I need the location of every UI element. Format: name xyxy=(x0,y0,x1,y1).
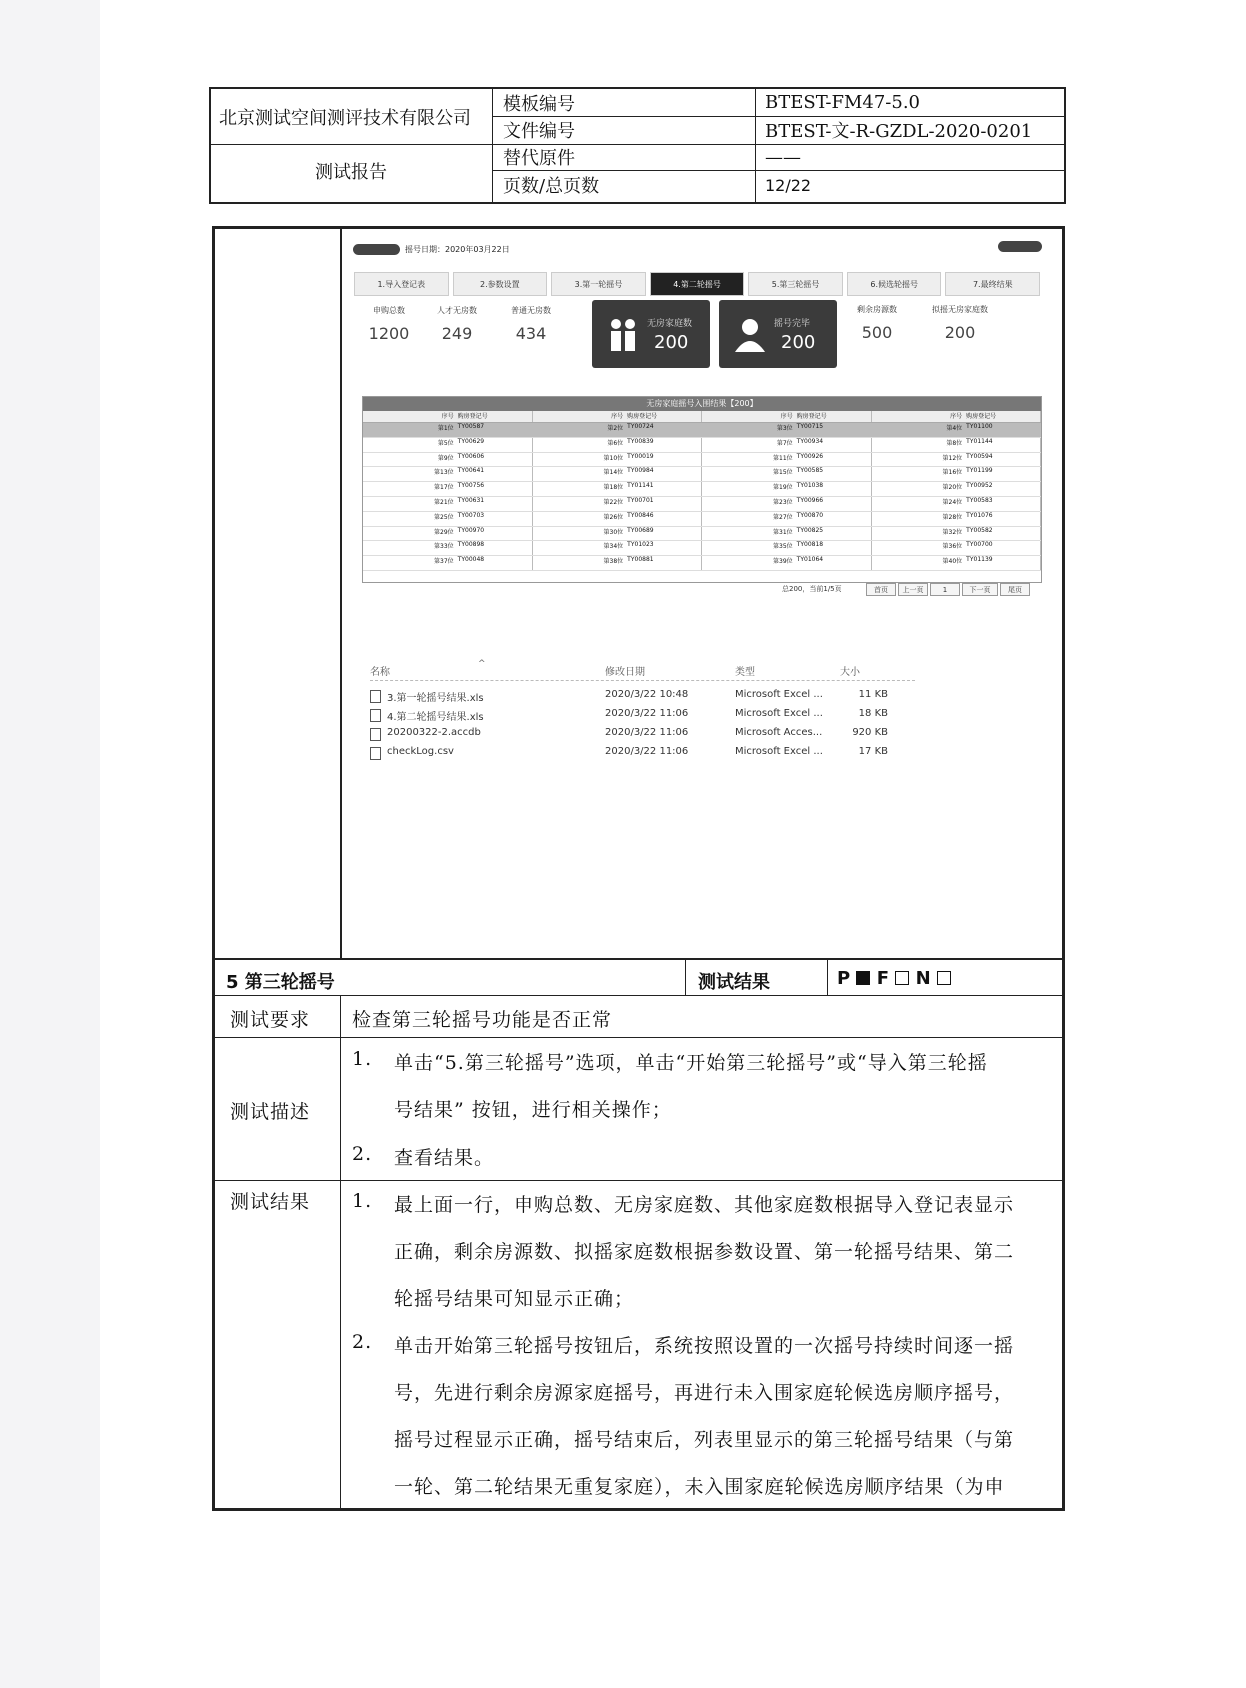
result-label: 测试结果 xyxy=(698,972,770,993)
res-num: 2. xyxy=(352,1331,373,1353)
col-size[interactable]: 大小 xyxy=(840,667,860,678)
file-type: Microsoft Acces... xyxy=(735,727,823,738)
desc-line: 查看结果。 xyxy=(394,1147,495,1169)
desc-line: 号结果” 按钮，进行相关操作； xyxy=(394,1099,672,1121)
table-row[interactable]: 第13位 TY00641 第14位 TY00984 第15位 TY00585 第16位 TY01199 xyxy=(363,467,1041,482)
req-label: 测试要求 xyxy=(230,1009,311,1031)
file-size: 17 KB xyxy=(858,746,888,757)
table-row[interactable]: 第21位 TY00631 第22位 TY00701 第23位 TY00966 第24位 TY00583 xyxy=(363,497,1041,512)
file-row[interactable] xyxy=(370,687,915,705)
table-row[interactable]: 第33位 TY00898 第34位 TY01023 第35位 TY00818 第36位 TY00700 xyxy=(363,541,1041,556)
page-input[interactable]: 1 xyxy=(930,583,960,596)
header-table xyxy=(209,87,1066,204)
table-row[interactable]: 第37位 TY00048 第38位 TY00881 第39位 TY01064 第40位 TY01139 xyxy=(363,556,1041,571)
tab-step-3[interactable]: 3.第一轮摇号 xyxy=(551,272,646,296)
step-tabs xyxy=(354,272,1044,300)
tab-step-2[interactable]: 2.参数设置 xyxy=(453,272,548,296)
section-title: 5 第三轮摇号 xyxy=(226,972,335,993)
stat-total: 申购总数 1200 xyxy=(368,306,410,343)
table-row[interactable]: 第25位 TY00703 第26位 TY00846 第27位 TY00870 第28位 TY01076 xyxy=(363,512,1041,527)
file-size: 11 KB xyxy=(858,689,888,700)
file-row[interactable] xyxy=(370,744,915,762)
file-name: checkLog.csv xyxy=(387,746,454,757)
draw-date: 摇号日期：2020年03月22日 xyxy=(405,245,510,254)
file-icon xyxy=(370,690,381,703)
pager-info: 总200，当前1/5页 xyxy=(782,585,842,593)
scan-edge xyxy=(0,0,100,1688)
file-icon xyxy=(370,728,381,741)
desc-num: 1. xyxy=(352,1048,373,1070)
stat-planned: 拟摇无房家庭数 200 xyxy=(932,305,988,342)
tab-step-1[interactable]: 1.导入登记表 xyxy=(354,272,449,296)
desc-num: 2. xyxy=(352,1143,373,1165)
res-label: 测试结果 xyxy=(230,1191,311,1213)
header-value: BTEST-文-R-GZDL-2020-0201 xyxy=(765,121,1033,142)
company-name: 北京测试空间测评技术有限公司 xyxy=(219,108,471,129)
file-date: 2020/3/22 11:06 xyxy=(605,746,689,757)
pfn-options: P F N xyxy=(837,968,951,989)
res-line: 号，先进行剩余房源家庭摇号，再进行未入围家庭轮候选房顺序摇号， xyxy=(394,1382,1015,1404)
stat-remaining: 剩余房源数 500 xyxy=(857,305,897,342)
pass-checkbox xyxy=(856,971,870,985)
table-row[interactable]: 第5位 TY00629 第6位 TY00839 第7位 TY00934 第8位 TY01144 xyxy=(363,438,1041,453)
file-type: Microsoft Excel ... xyxy=(735,689,823,700)
exit-button[interactable] xyxy=(998,241,1042,252)
card-families: 无房家庭数 200 xyxy=(592,300,710,368)
res-line: 轮摇号结果可知显示正确； xyxy=(394,1288,635,1310)
report-title: 测试报告 xyxy=(315,162,387,183)
tab-step-6[interactable]: 6.候选轮摇号 xyxy=(847,272,942,296)
last-page-button[interactable]: 尾页 xyxy=(1000,583,1030,596)
grid-header: 序号 购房登记号 序号 购房登记号 序号 购房登记号 序号 购房登记号 xyxy=(363,411,1041,423)
next-page-button[interactable]: 下一页 xyxy=(962,583,998,596)
res-num: 1. xyxy=(352,1190,373,1212)
col-type[interactable]: 类型 xyxy=(735,667,755,678)
grid-title: 无房家庭摇号入围结果【200】 xyxy=(363,397,1041,411)
header-label: 模板编号 xyxy=(503,93,575,115)
stat-normal: 普通无房数 434 xyxy=(511,306,551,343)
family-icon xyxy=(606,316,640,354)
prev-page-button[interactable]: 上一页 xyxy=(898,583,928,596)
stat-talent: 人才无房数 249 xyxy=(437,306,477,343)
file-row[interactable] xyxy=(370,725,915,743)
header-value: 12/22 xyxy=(765,175,812,195)
file-type: Microsoft Excel ... xyxy=(735,708,823,719)
col-date[interactable]: 修改日期 xyxy=(605,667,645,678)
header-label: 文件编号 xyxy=(503,121,575,142)
file-name: 20200322-2.accdb xyxy=(387,727,481,738)
header-value: BTEST-FM47-5.0 xyxy=(765,92,921,113)
file-icon xyxy=(370,709,381,722)
sort-arrow-icon: ^ xyxy=(478,659,486,669)
res-line: 一轮、第二轮结果无重复家庭），未入围家庭轮候选房顺序结果（为申 xyxy=(394,1476,1005,1498)
fail-checkbox xyxy=(895,971,909,985)
table-row[interactable]: 第29位 TY00970 第30位 TY00689 第31位 TY00825 第32位 TY00582 xyxy=(363,527,1041,542)
res-line: 摇号过程显示正确，摇号结束后，列表里显示的第三轮摇号结果（与第 xyxy=(394,1429,1015,1451)
file-icon xyxy=(370,747,381,760)
req-text: 检查第三轮摇号功能是否正常 xyxy=(352,1009,613,1031)
tab-step-5[interactable]: 5.第三轮摇号 xyxy=(748,272,843,296)
card-drawn: 摇号完毕 200 xyxy=(719,300,837,368)
na-checkbox xyxy=(937,971,951,985)
file-date: 2020/3/22 11:06 xyxy=(605,708,689,719)
app-logo xyxy=(353,244,400,255)
file-size: 18 KB xyxy=(858,708,888,719)
file-date: 2020/3/22 11:06 xyxy=(605,727,689,738)
file-name: 3.第一轮摇号结果.xls xyxy=(387,693,484,704)
header-label: 替代原件 xyxy=(503,148,575,169)
desc-line: 单击“5.第三轮摇号”选项，单击“开始第三轮摇号”或“导入第三轮摇 xyxy=(394,1052,988,1074)
table-row[interactable]: 第1位 TY00587 第2位 TY00724 第3位 TY00715 第4位 TY01100 xyxy=(363,423,1041,438)
file-date: 2020/3/22 10:48 xyxy=(605,689,689,700)
desc-label: 测试描述 xyxy=(230,1101,311,1123)
person-icon xyxy=(733,316,767,354)
file-row[interactable] xyxy=(370,706,915,724)
tab-step-4[interactable]: 4.第二轮摇号 xyxy=(650,272,745,296)
header-value: —— xyxy=(765,146,801,168)
first-page-button[interactable]: 首页 xyxy=(866,583,896,596)
file-name: 4.第二轮摇号结果.xls xyxy=(387,712,484,723)
col-name[interactable]: 名称 xyxy=(370,667,390,678)
table-row[interactable]: 第9位 TY00606 第10位 TY00019 第11位 TY00926 第12位 TY00594 xyxy=(363,453,1041,468)
res-line: 正确，剩余房源数、拟摇家庭数根据参数设置、第一轮摇号结果、第二 xyxy=(394,1241,1015,1263)
file-type: Microsoft Excel ... xyxy=(735,746,823,757)
res-line: 单击开始第三轮摇号按钮后，系统按照设置的一次摇号持续时间逐一摇 xyxy=(394,1335,1015,1357)
file-size: 920 KB xyxy=(852,727,888,738)
header-label: 页数/总页数 xyxy=(503,176,600,197)
result-grid xyxy=(362,396,1042,583)
res-line: 最上面一行，申购总数、无房家庭数、其他家庭数根据导入登记表显示 xyxy=(394,1194,1015,1216)
tab-step-7[interactable]: 7.最终结果 xyxy=(945,272,1040,296)
table-row[interactable]: 第17位 TY00756 第18位 TY01141 第19位 TY01038 第20位 TY00952 xyxy=(363,482,1041,497)
grid-body xyxy=(363,423,1041,571)
